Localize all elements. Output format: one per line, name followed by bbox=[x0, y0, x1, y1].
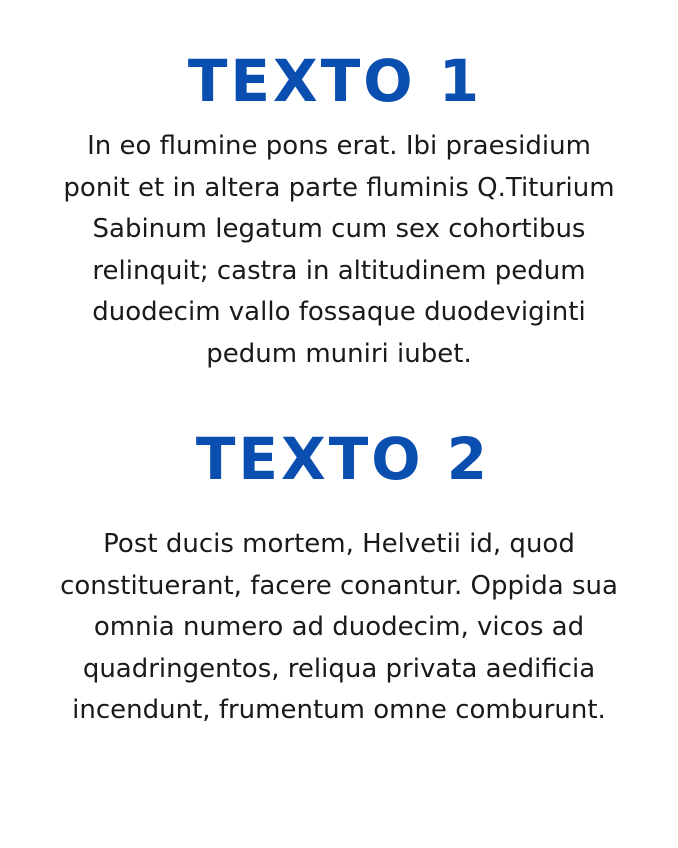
section-1-title: TEXTO 1 bbox=[187, 47, 483, 115]
section-2-body: Post ducis mortem, Helvetii id, quod constituerant, facere conantur. Oppida sua omnia numero ad duodecim, vicos ad quadringentos, reliqua privata aedificia incendunt, frumentum omne comburunt. bbox=[60, 529, 618, 725]
section-2-title: TEXTO 2 bbox=[195, 425, 491, 493]
section-1-body: In eo flumine pons erat. Ibi praesidium ponit et in altera parte fluminis Q.Titurium Sabinum legatum cum sex cohortibus relinquit; castra in altitudinem pedum duodecim vallo fossaque duodeviginti pedum muniri iubet. bbox=[63, 131, 615, 369]
